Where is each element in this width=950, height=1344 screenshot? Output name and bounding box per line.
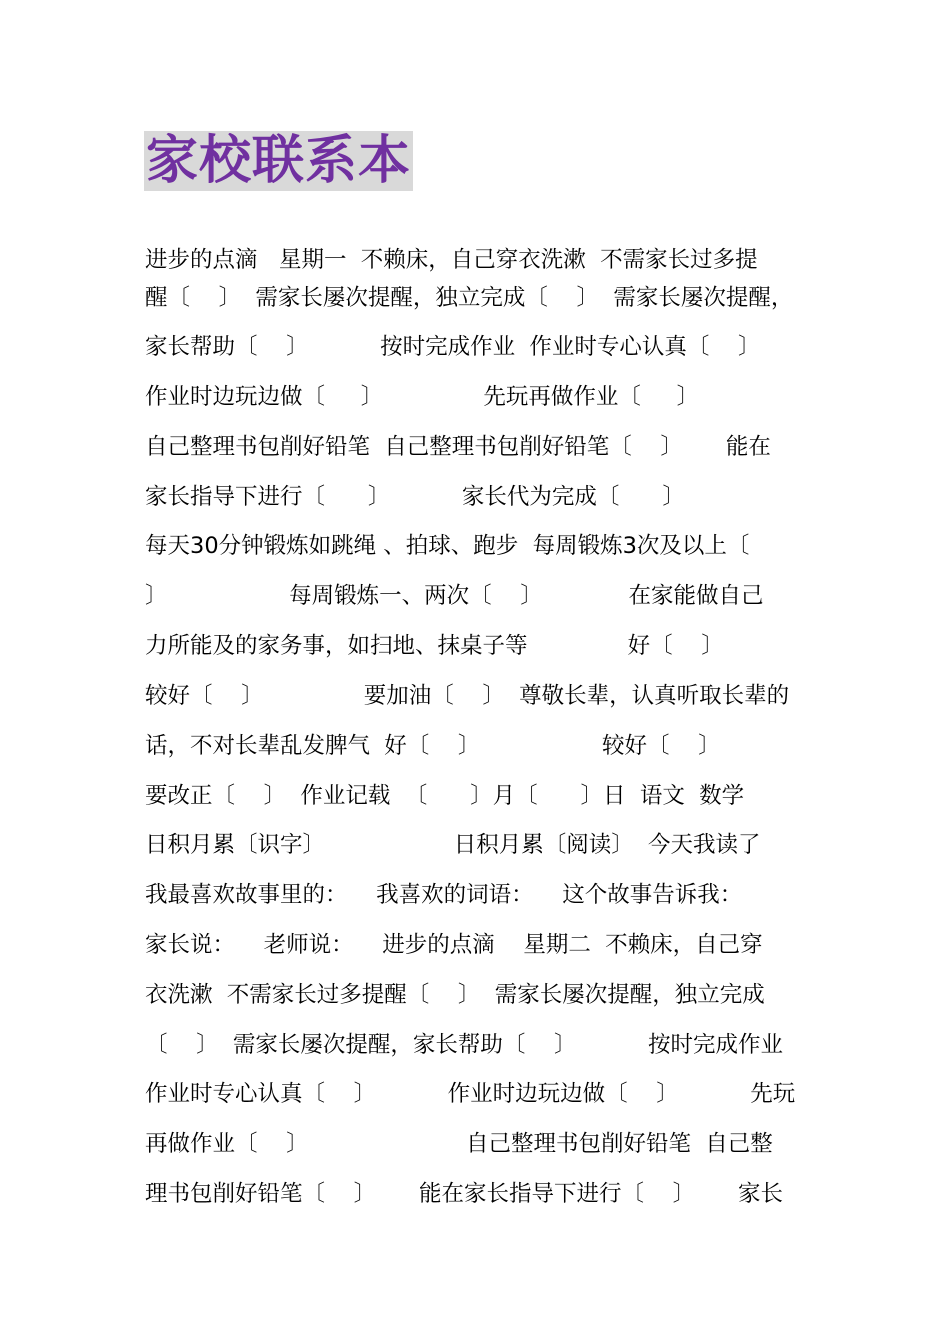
- page-title: 家校联系本: [146, 131, 412, 191]
- text-line: 理书包削好铅笔〔 〕 能在家长指导下进行〔 〕 家长: [145, 1181, 784, 1207]
- text-line: 再做作业〔 〕 自己整理书包削好铅笔 自己整: [145, 1131, 773, 1157]
- text-line: 力所能及的家务事，如扫地、抹桌子等 好〔 〕: [145, 633, 724, 659]
- text-line: 作业时专心认真〔 〕 作业时边玩边做〔 〕 先玩: [145, 1081, 796, 1107]
- text-line: 家长指导下进行〔 〕 家长代为完成〔 〕: [145, 484, 685, 510]
- text-line: 自己整理书包削好铅笔 自己整理书包削好铅笔〔 〕 能在: [145, 434, 771, 460]
- text-line: 话，不对长辈乱发脾气 好〔 〕 较好〔 〕: [145, 733, 721, 759]
- text-line: 家长说： 老师说： 进步的点滴 星期二 不赖床，自己穿: [145, 932, 763, 958]
- text-line: 作业时边玩边做〔 〕 先玩再做作业〔 〕: [145, 384, 700, 410]
- text-line: 〔 〕 需家长屡次提醒，家长帮助〔 〕 按时完成作业: [145, 1032, 784, 1058]
- text-line: 醒〔 〕 需家长屡次提醒，独立完成〔 〕 需家长屡次提醒，: [145, 285, 794, 311]
- text-line: 家长帮助〔 〕 按时完成作业 作业时专心认真〔 〕: [145, 334, 761, 360]
- text-line: 较好〔 〕 要加油〔 〕 尊敬长辈，认真听取长辈的: [145, 683, 790, 709]
- text-line: 〕 每周锻炼一、两次〔 〕 在家能做自己: [145, 583, 764, 609]
- text-line: 要改正〔 〕 作业记载 〔 〕月〔 〕日 语文 数学: [145, 783, 745, 809]
- text-line: 进步的点滴 星期一 不赖床，自己穿衣洗漱 不需家长过多提: [145, 247, 758, 273]
- text-line: 衣洗漱 不需家长过多提醒〔 〕 需家长屡次提醒，独立完成: [145, 982, 765, 1008]
- text-line: 日积月累〔识字〕 日积月累〔阅读〕 今天我读了: [145, 832, 761, 858]
- text-line: 每天30分钟锻炼如跳绳 、拍球、跑步 每周锻炼3次及以上〔: [145, 533, 750, 559]
- text-line: 我最喜欢故事里的： 我喜欢的词语： 这个故事告诉我：: [145, 882, 743, 908]
